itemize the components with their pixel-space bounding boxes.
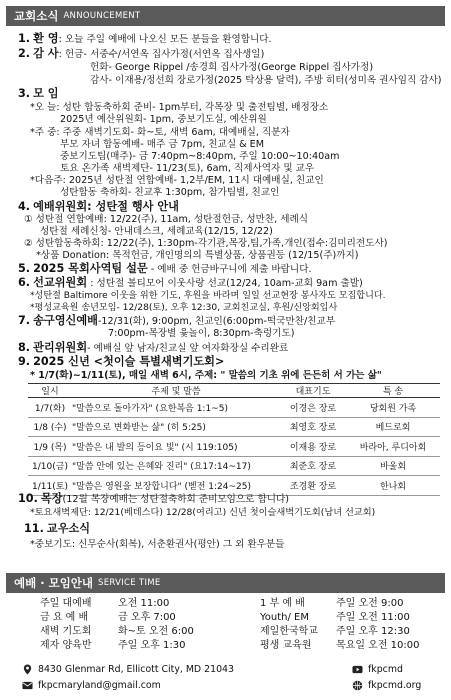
thanks-other: 감사- 이재용/정선희 장로가정(2025 탁상용 달력), 주방 히터(성미옥 권사임직 감사): [90, 75, 442, 86]
service-time: 주일 오전 11:00: [336, 612, 410, 623]
service-header: [6, 573, 445, 593]
table-header: 주제 및 말씀: [72, 384, 280, 398]
meeting-line: 부모 자녀 합동예배- 매주 금 7pm, 친교실 & EM: [60, 139, 265, 150]
table-header: 특 송: [346, 384, 440, 398]
item-thanks: 2. 감 사: 헌금- 서중수/서연옥 집사가정(서연옥 집사생일): [18, 47, 265, 60]
small-group-line: *토요새벽제단: 12/21(베데스다) 12/28(여리고) 신년 첫이슬새벽기도회(남녀 선교회): [30, 507, 376, 518]
row-song: 한나회: [346, 476, 440, 496]
service-time: 주일 오후 1:30: [118, 640, 186, 651]
meeting-line: 토요 온가족 새벽제단- 11/23(토), 6am, 직제사역자 및 교우: [60, 163, 315, 174]
member-news-line: *중보기도: 신무순사(회복), 서춘환권사(평안) 그 외 환우분들: [30, 539, 285, 550]
item-mission: 6. 선교위원회 : 성탄절 볼티모어 이웃사랑 선교(12/24, 10am-교회 9am 출발): [18, 276, 363, 289]
row-topic: "말씀은 영원을 보장합니다" (벧전 1:24~25): [72, 476, 280, 496]
footer-website[interactable]: fkpcmd.org: [352, 680, 421, 692]
announcement-title: 교회소식: [14, 9, 59, 23]
row-song: 바울회: [346, 456, 440, 476]
service-name: Youth/ EM: [260, 612, 309, 623]
row-prayer: 이재용 장로: [280, 437, 346, 457]
service-time: 오전 11:00: [118, 598, 170, 609]
announcement-subtitle: ANNOUNCEMENT: [63, 11, 141, 21]
globe-icon: [352, 680, 363, 691]
row-date: 1/10(금): [28, 456, 72, 476]
item-survey: 5. 2025 목회사역팀 설문 - 예배 중 헌금바구니에 제출 바랍니다.: [18, 262, 312, 275]
row-topic: "말씀으로 변화받는 삶" (히 5:25): [72, 417, 280, 437]
newyear-eve-line: 7:00pm-목장별 윷놀이, 8:30pm-축렁기도): [108, 328, 295, 339]
mission-line: *성탄절 Baltimore 이웃을 위한 기도, 후원을 바라며 일일 선교현장 봉사자도 모집합니다.: [30, 291, 386, 301]
meeting-line: *오 늘: 성탄 합동축하회 준비- 1pm부터, 각목장 및 출전팀별, 배정장소: [30, 102, 329, 113]
row-date: 1/11(토): [28, 476, 72, 496]
service-time: 목요일 오전 10:00: [336, 640, 420, 651]
worship-line: ② 성탄합동축하회: 12/22(주), 1:30pm-각기관,목장,팀,가족,개인(접수:김미리전도사): [24, 238, 388, 249]
row-prayer: 이경은 장로: [280, 398, 346, 418]
item-member-news: 11. 교우소식: [24, 522, 91, 535]
row-song: 당회원 가족: [346, 398, 440, 418]
service-name: 제자 양육반: [40, 640, 92, 651]
service-name: 주일 대예배: [40, 598, 92, 609]
row-topic: "말씀으로 돌아가자" (요한복음 1:1~5): [72, 398, 280, 418]
mission-line: *평성교육원 송년모임- 12/28(토), 오후 12:30, 교회친교실, 후원/신앙회입사: [30, 303, 338, 313]
item-facility: 8. 관리위원회- 예배실 앞 남자/친교실 앞 여자화장실 수리완료: [18, 341, 289, 354]
row-topic: "말씀은 내 발의 등이요 빛" (시 119:105): [72, 437, 280, 457]
meeting-line: 성탄합동 축하회- 친교후 1:30pm, 참가팀별, 친교인: [60, 187, 280, 198]
table-header-row: [28, 384, 440, 398]
service-name: 제일한국학교: [260, 626, 318, 637]
service-name: 새벽 기도회: [40, 626, 92, 637]
table-row: [28, 398, 440, 418]
table-row: [28, 417, 440, 437]
footer-youtube[interactable]: fkpcmd: [352, 664, 403, 676]
table-header: 대표기도: [280, 384, 346, 398]
row-prayer: 최영호 장로: [280, 417, 346, 437]
service-name: 금 요 예 배: [40, 612, 89, 623]
meeting-line: *주 중: 주중 새벽기도회- 화~토, 새벽 6am, 대예배실, 직분자: [30, 127, 290, 138]
item-welcome: 1. 환 영: 오늘 주일 예배에 나오신 모든 분들을 환영합니다.: [18, 32, 272, 45]
prayer-schedule-table: [28, 383, 440, 496]
worship-line: ① 성탄절 연합예배: 12/22(주), 11am, 성탄절헌금, 성만찬, 세례식: [24, 214, 309, 225]
item-small-group: 10. 목장(12월 목장예배는 성탄절축하회 준비모임으로 합니다): [18, 492, 290, 505]
table-row: [28, 437, 440, 457]
service-time: 금 오후 7:00: [118, 612, 176, 623]
row-date: 1/7(화): [28, 398, 72, 418]
row-prayer: 최준호 장로: [280, 456, 346, 476]
table-row: [28, 456, 440, 476]
footer-email[interactable]: fkpcmaryland@gmail.com: [22, 680, 161, 692]
item-new-year-prayer: 9. 2025 신년 <첫이슬 특별새벽기도회>: [18, 355, 225, 368]
item-worship-committee: 4. 예배위원회: 성탄절 행사 안내: [18, 200, 179, 213]
service-time: 화~토 오전 6:00: [118, 626, 194, 637]
meeting-line: 2025년 예산위원회- 1pm, 중보기도실, 예산위원: [60, 114, 267, 125]
row-date: 1/8 (수): [28, 417, 72, 437]
location-pin-icon: [22, 664, 33, 675]
meeting-line: 중보기도팀(매주)- 금 7:40pm~8:40pm, 주일 10:00~10:40am: [60, 151, 340, 162]
service-name: 평생 교육원: [260, 640, 312, 651]
email-icon: [22, 680, 33, 691]
table-header: 일시: [28, 384, 72, 398]
row-song: 베드로회: [346, 417, 440, 437]
announcement-header: [6, 6, 445, 26]
service-time: 주일 오전 9:00: [336, 598, 404, 609]
thanks-flowers: 헌화- George Rippel /송경희 집사가정(George Rippel 집사가정): [90, 62, 374, 73]
footer-address: 8430 Glenmar Rd, Ellicott City, MD 21043: [22, 664, 234, 676]
youtube-icon: [352, 664, 363, 675]
service-title: 예배 · 모임안내: [14, 576, 94, 590]
service-subtitle: SERVICE TIME: [98, 578, 161, 588]
prayer-theme: * 1/7(화)~1/11(토), 매일 새벽 6시, 주제: " 말씀의 기초 위에 든든히 서 가는 삶": [30, 370, 382, 381]
item-meetings: 3. 모 임: [18, 87, 59, 100]
worship-line: *상품 Donation: 목적헌금, 개인명의의 특별상품, 상품권등 (12/15(주)까지): [36, 250, 359, 261]
service-name: 1 부 예 배: [260, 598, 305, 609]
row-topic: "말씀 안에 있는 은혜와 진리" (요17:14~17): [72, 456, 280, 476]
meeting-line: *다음주: 2025년 성탄절 연합예배- 1,2부/EM, 11시 대예배실, 친교인: [30, 175, 324, 186]
service-time: 주일 오후 12:30: [336, 626, 410, 637]
item-newyear-eve: 7. 송구영신예배-12/31(화), 9:00pm, 친교인(6:00pm-떡국만찬/친교부: [18, 314, 336, 327]
row-date: 1/9 (목): [28, 437, 72, 457]
row-prayer: 조경환 장로: [280, 476, 346, 496]
worship-line: 성탄절 세례신청- 안내데스크, 세례교육(12/15, 12/22): [40, 226, 273, 237]
row-song: 바라아, 루디아회: [346, 437, 440, 457]
